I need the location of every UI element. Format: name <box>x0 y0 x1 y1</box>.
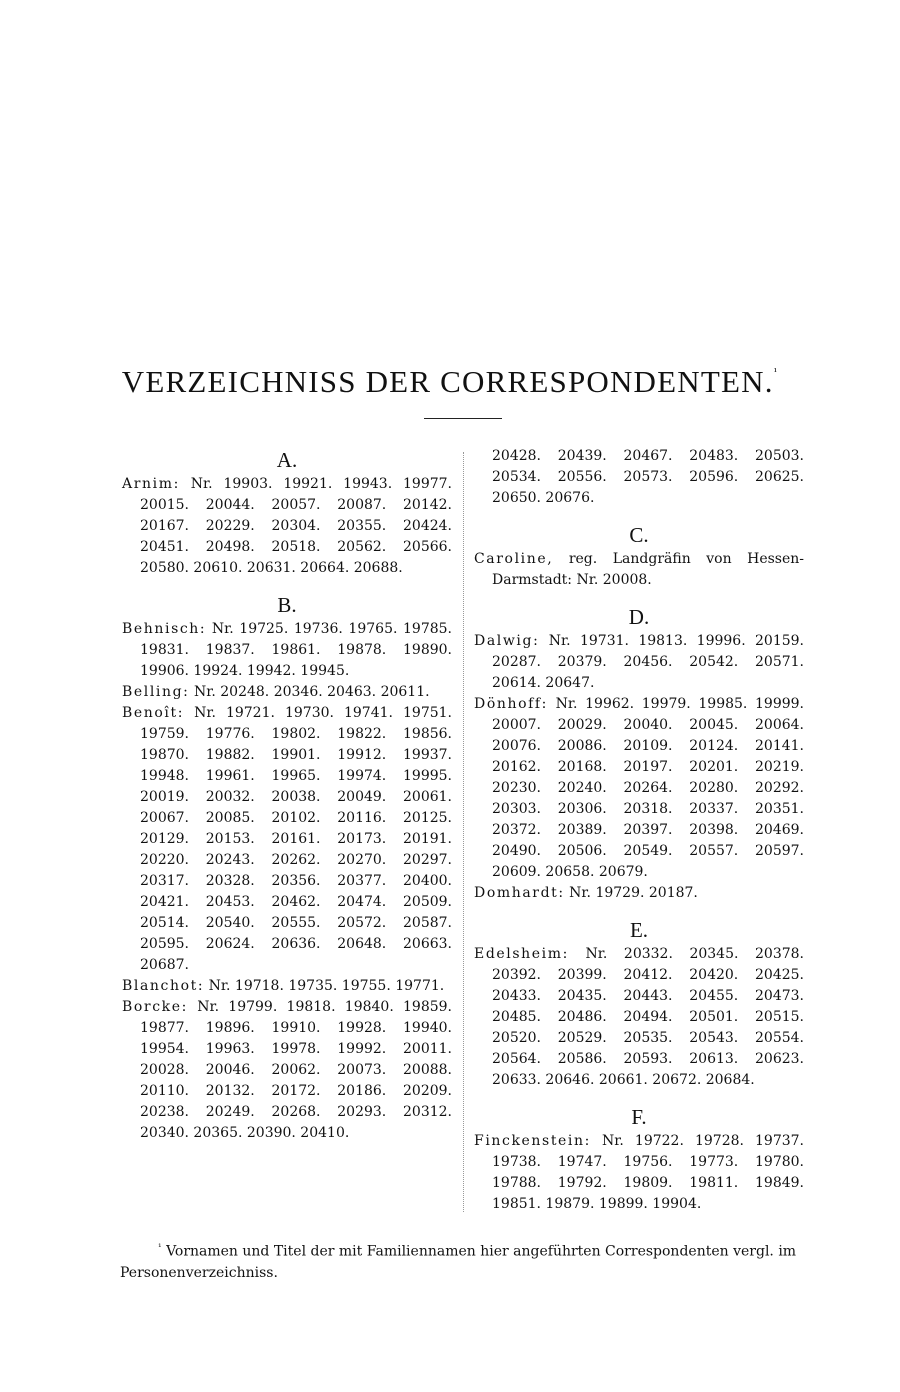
correspondent-name: Edelsheim: <box>474 946 569 962</box>
entry-numbers: Nr. 20248. 20346. 20463. 20611. <box>193 684 430 700</box>
footnote-marker: ¹ <box>773 366 779 378</box>
footnote-text: Vornamen und Titel der mit Familiennamen hier angeführten Correspondenten vergl. im Personenverzeichniss. <box>120 1243 797 1281</box>
entry-finckenstein <box>474 1131 804 1215</box>
entry-numbers: Nr. 19962. 19979. 19985. 19999. 20007. 20029. 20040. 20045. 20064. 20076. 20086. 20109. 20124. 20141. 20162. 20168. 20197. 20201. 20219. 20230. 20240. 20264. 20280. 20292. 20303. 20306. 20318. 20337. 20351. 20372. 20389. 20397. 20398. 20469. 20490. 20506. 20549. 20557. 20597. 20609. 20658. 20679. <box>492 696 804 880</box>
entry-numbers: Nr. 19722. 19728. 19737. 19738. 19747. 19756. 19773. 19780. 19788. 19792. 19809. 19811. 19849. 19851. 19879. 19899. 19904. <box>492 1133 804 1212</box>
entry-numbers: Nr. 19729. 20187. <box>569 885 698 901</box>
correspondent-name: Caroline, <box>474 551 554 567</box>
correspondent-name: Dönhoff: <box>474 696 548 712</box>
entry-numbers: Nr. 19731. 19813. 19996. 20159. 20287. 20379. 20456. 20542. 20571. 20614. 20647. <box>492 633 805 691</box>
entry-caroline <box>474 549 804 591</box>
correspondent-name: Arnim: <box>122 476 180 492</box>
entry-numbers: Nr. 19725. 19736. 19765. 19785. 19831. 19837. 19861. 19878. 19890. 19906. 19924. 19942. 19945. <box>140 621 452 679</box>
page-title <box>0 364 900 400</box>
entry-doenhoff <box>474 694 804 883</box>
entry-belling <box>122 682 452 703</box>
entry-numbers: Nr. 20332. 20345. 20378. 20392. 20399. 20412. 20420. 20425. 20433. 20435. 20443. 20455. 20473. 20485. 20486. 20494. 20501. 20515. 20520. 20529. 20535. 20543. 20554. 20564. 20586. 20593. 20613. 20623. 20633. 20646. 20661. 20672. 20684. <box>492 946 804 1088</box>
correspondent-name: Behnisch: <box>122 621 207 637</box>
entry-domhardt <box>474 883 804 904</box>
correspondent-name: Benoît: <box>122 705 185 721</box>
entry-behnisch <box>122 619 452 682</box>
entry-edelsheim <box>474 944 804 1091</box>
entry-dalwig <box>474 631 804 694</box>
page-title-text: VERZEICHNISS DER CORRESPONDENTEN. <box>121 364 774 399</box>
entry-numbers: Nr. 19799. 19818. 19840. 19859. 19877. 19896. 19910. 19928. 19940. 19954. 19963. 19978. 19992. 20011. 20028. 20046. 20062. 20073. 20088. 20110. 20132. 20172. 20186. 20209. 20238. 20249. 20268. 20293. 20312. 20340. 20365. 20390. 20410. <box>140 999 453 1141</box>
section-letter-a: A. <box>276 448 298 472</box>
section-letter-f: F. <box>631 1105 647 1129</box>
column-divider <box>463 452 464 1212</box>
footnote-mark: ¹ <box>158 1243 162 1253</box>
correspondent-name: Finckenstein: <box>474 1133 591 1149</box>
section-letter-e: E. <box>629 918 649 942</box>
correspondent-name: Blanchot: <box>122 978 205 994</box>
section-letter-c: C. <box>629 523 649 547</box>
section-letter-b: B. <box>277 593 297 617</box>
entry-arnim <box>122 474 452 579</box>
correspondent-name: Borcke: <box>122 999 188 1015</box>
left-column <box>122 446 452 1144</box>
entry-borcke <box>122 997 452 1144</box>
correspondent-name: Belling: <box>122 684 190 700</box>
section-letter-d: D. <box>628 605 650 629</box>
title-rule <box>424 418 502 419</box>
footnote <box>120 1238 800 1284</box>
entry-numbers: reg. Landgräfin von Hessen-Darmstadt: Nr. 20008. <box>492 551 805 588</box>
entry-numbers: Nr. 19903. 19921. 19943. 19977. 20015. 20044. 20057. 20087. 20142. 20167. 20229. 20304. 20355. 20424. 20451. 20498. 20518. 20562. 20566. 20580. 20610. 20631. 20664. 20688. <box>140 476 453 576</box>
entry-benoit <box>122 703 452 976</box>
right-column <box>474 446 804 1215</box>
entry-numbers: Nr. 19721. 19730. 19741. 19751. 19759. 19776. 19802. 19822. 19856. 19870. 19882. 19901. 19912. 19937. 19948. 19961. 19965. 19974. 19995. 20019. 20032. 20038. 20049. 20061. 20067. 20085. 20102. 20116. 20125. 20129. 20153. 20161. 20173. 20191. 20220. 20243. 20262. 20270. 20297. 20317. 20328. 20356. 20377. 20400. 20421. 20453. 20462. 20474. 20509. 20514. 20540. 20555. 20572. 20587. 20595. 20624. 20636. 20648. 20663. 20687. <box>140 705 452 973</box>
correspondent-name: Dalwig: <box>474 633 540 649</box>
entry-numbers: Nr. 19718. 19735. 19755. 19771. <box>208 978 445 994</box>
correspondent-name: Domhardt: <box>474 885 565 901</box>
entry-blanchot <box>122 976 452 997</box>
entry-borcke-continued: 20428. 20439. 20467. 20483. 20503. 20534. 20556. 20573. 20596. 20625. 20650. 20676. <box>492 448 804 506</box>
